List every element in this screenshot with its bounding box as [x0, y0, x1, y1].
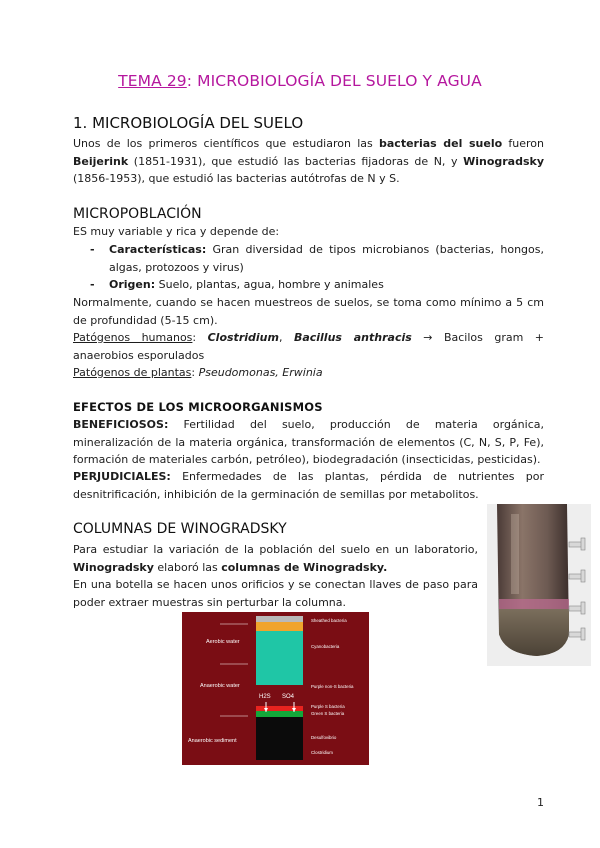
label-anaerobic-water: Anaerobic water [200, 683, 240, 689]
bottle-illustration [487, 504, 591, 666]
micropoblacion-line: ES muy variable y rica y depende de: [73, 225, 280, 238]
page-title [0, 72, 600, 90]
bold-text: Winogradsky [73, 560, 154, 574]
bullet-label: Origen: [109, 278, 156, 291]
sep: , [278, 331, 294, 344]
sep: : [191, 366, 199, 379]
layer-orange [256, 622, 303, 631]
layer-cyan [256, 631, 303, 685]
list-item [90, 276, 544, 294]
perjudiciales-paragraph [73, 468, 544, 503]
patogenos-plantas-label: Patógenos de plantas [73, 366, 192, 379]
title-sep: : [186, 72, 193, 90]
label-desulfovibrio: Desulfovibrio [311, 735, 337, 740]
winogradsky-bottle-photo [487, 504, 591, 666]
beneficiosos-paragraph [73, 416, 544, 469]
layer-black [256, 717, 303, 760]
intro-paragraph [73, 135, 544, 188]
columnas-paragraph-1 [73, 541, 478, 576]
beneficiosos-label: BENEFICIOSOS: [73, 418, 169, 431]
label-green-s: Green S bacteria [311, 711, 345, 716]
bullet-text: Suelo, plantas, agua, hombre y animales [155, 278, 384, 291]
micropoblacion-heading: MICROPOBLACIÓN [73, 206, 202, 222]
efectos-heading: EFECTOS DE LOS MICROORGANISMOS [73, 400, 323, 414]
page-number: 1 [537, 796, 544, 809]
title-number: TEMA 29 [118, 72, 187, 90]
label-anaerobic-sediment: Anaerobic sediment [188, 738, 237, 744]
text: fueron [502, 137, 545, 150]
patogenos-humanos [73, 329, 544, 364]
list-item [90, 241, 544, 276]
patogenos-humanos-text: → Bacilos gram + anaerobios esporulados [73, 331, 544, 362]
label-purple-non-s: Purple non-S bacteria [311, 684, 354, 689]
layer-grey [256, 616, 303, 622]
patogenos-plantas [73, 364, 544, 382]
bold-text: Beijerink [73, 154, 129, 168]
patogenos-humanos-label: Patógenos humanos [73, 331, 193, 344]
columnas-paragraph-2: En una botella se hacen unos orificios y se conectan llaves de paso para poder extraer muestras sin perturbar la columna. [73, 578, 478, 609]
bold-text: bacterias del suelo [379, 137, 503, 150]
bullet-text: Gran diversidad de tipos microbianos (bacterias, hongos, algas, protozoos y virus) [109, 243, 544, 274]
winogradsky-diagram [182, 612, 369, 765]
text: Para estudiar la variación de la población del suelo en un laboratorio, [73, 543, 478, 556]
perjudiciales-label: PERJUDICIALES: [73, 470, 171, 483]
layer-green [256, 711, 303, 717]
bullet-dash: - [90, 278, 95, 291]
layer-red [256, 706, 303, 711]
text: (1851-1931), que estudió las bacterias fijadoras de N, y [128, 154, 464, 168]
h2s-label: H2S [259, 694, 271, 700]
muestreo-paragraph: Normalmente, cuando se hacen muestreos de suelos, se toma como mínimo a 5 cm de profundidad (5-15 cm). [73, 296, 544, 327]
diagram-svg [182, 612, 369, 765]
beneficiosos-text: Fertilidad del suelo, producción de materia orgánica, mineralización de la materia orgánica, transformación de elementos (C, N, S, P, Fe), formación de materiales carbón, petróleo), biodegradación (insecticidas, pesticidas). [73, 418, 544, 466]
section-heading: 1. MICROBIOLOGÍA DEL SUELO [73, 114, 304, 132]
bullet-label: Características: [109, 243, 207, 256]
text: (1856-1953), que estudió las bacterias autótrofas de N y S. [73, 172, 400, 185]
bold-text: columnas de Winogradsky. [221, 560, 388, 574]
label-sheathed-bacteria: Sheathed bacteria [311, 618, 347, 623]
title-text: MICROBIOLOGÍA DEL SUELO Y AGUA [192, 72, 482, 90]
species-name: Bacillus anthracis [293, 331, 412, 344]
so4-label: SO4 [282, 694, 295, 700]
text: elaboró las [153, 560, 222, 574]
bullet-dash: - [90, 243, 95, 256]
label-clostridium: Clostridium [311, 750, 333, 755]
columnas-heading: COLUMNAS DE WINOGRADSKY [73, 521, 287, 537]
sep: : [192, 331, 208, 344]
bold-text: Winogradsky [463, 154, 544, 168]
species-name: Clostridium [207, 331, 279, 344]
text: Unos de los primeros científicos que estudiaron las [73, 137, 379, 150]
label-aerobic-water: Aerobic water [206, 639, 240, 645]
perjudiciales-text: Enfermedades de las plantas, pérdida de nutrientes por desnitrificación, inhibición de la germinación de semillas por metabolitos. [73, 470, 544, 501]
species-name: Pseudomonas, Erwinia [198, 366, 323, 379]
label-cyanobacteria: Cyanobacteria [311, 644, 340, 649]
label-purple-s: Purple S bacteria [311, 704, 345, 709]
